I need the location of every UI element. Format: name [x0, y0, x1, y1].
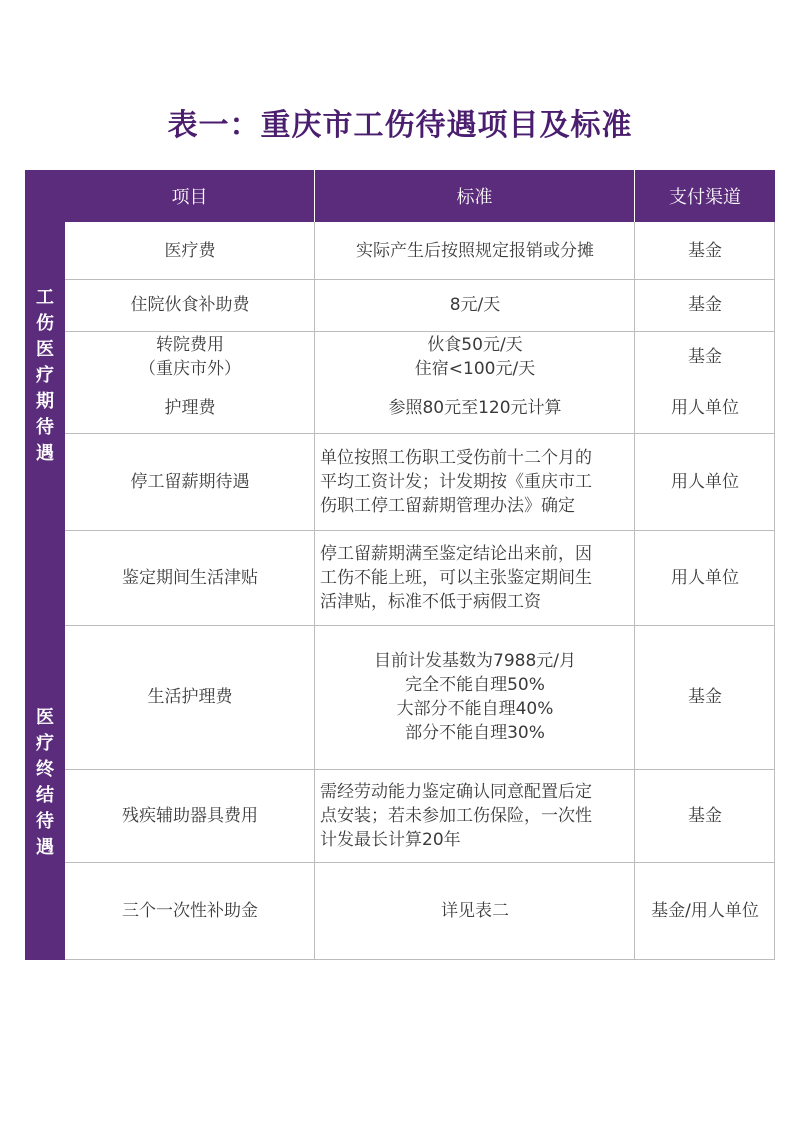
table-cell-standard — [315, 862, 635, 960]
cell-text: 护理费 — [164, 397, 216, 418]
cell-text: 基金 — [688, 346, 722, 367]
table-cell-channel — [635, 530, 775, 625]
cell-text: 基金/用人单位 — [651, 901, 759, 921]
page-title: 表一：重庆市工伤待遇项目及标准 — [167, 108, 633, 143]
table-cell-channel — [635, 382, 775, 433]
table-cell-channel — [635, 331, 775, 382]
cell-text: 伤职工停工留薪期管理办法》确定 — [320, 495, 575, 516]
cell-text: 基金 — [688, 240, 722, 261]
table-cell-item — [65, 382, 315, 433]
column-header-standard: 标准 — [315, 170, 634, 222]
cell-text: 伙食50元/天 — [427, 334, 523, 355]
table-cell-channel — [635, 279, 775, 331]
cell-text: 住院伙食补助费 — [130, 295, 250, 315]
column-header-channel: 支付渠道 — [635, 170, 775, 222]
cell-text: 基金 — [688, 295, 722, 315]
cell-text: 工伤不能上班，可以主张鉴定期间生 — [320, 567, 592, 588]
category-char: 疗 — [36, 733, 54, 754]
cell-text: 点安装；若未参加工伤保险，一次性 — [320, 805, 592, 826]
cell-text: 用人单位 — [671, 471, 739, 492]
table-cell-channel — [635, 862, 775, 960]
table-cell-standard — [315, 222, 635, 279]
table-cell-standard — [315, 331, 635, 382]
category-char: 待 — [36, 417, 54, 438]
cell-text: 单位按照工伤职工受伤前十二个月的 — [320, 447, 592, 468]
cell-text: 基金 — [688, 687, 722, 707]
table-cell-standard — [315, 382, 635, 433]
cell-text: 鉴定期间生活津贴 — [122, 567, 258, 588]
cell-text: 平均工资计发；计发期按《重庆市工 — [320, 471, 592, 492]
table-cell-channel — [635, 433, 775, 530]
cell-text: 转院费用 — [156, 334, 224, 355]
table-cell-standard — [315, 769, 635, 862]
cell-text: 三个一次性补助金 — [122, 901, 258, 921]
cell-text: 活津贴，标准不低于病假工资 — [320, 591, 541, 612]
cell-text: 用人单位 — [671, 397, 739, 418]
table-cell-item — [65, 769, 315, 862]
cell-text: 部分不能自理30% — [405, 723, 545, 743]
table-cell-standard — [315, 279, 635, 331]
cell-text: 住宿<100元/天 — [414, 358, 536, 379]
cell-text: 详见表二 — [441, 901, 509, 921]
category-char: 医 — [36, 707, 54, 728]
cell-text: 停工留薪期待遇 — [130, 471, 250, 492]
cell-text: 8元/天 — [449, 295, 501, 315]
cell-text: 残疾辅助器具费用 — [122, 805, 258, 826]
cell-text: 医疗费 — [164, 240, 216, 261]
category-label — [25, 285, 65, 467]
cell-text: 停工留薪期满至鉴定结论出来前，因 — [320, 543, 592, 564]
category-char: 终 — [36, 759, 54, 780]
table-cell-item — [65, 862, 315, 960]
category-char: 遇 — [36, 443, 54, 464]
table-cell-channel — [635, 222, 775, 279]
table-cell-item — [65, 279, 315, 331]
column-header-item: 项目 — [65, 170, 314, 222]
category-label — [25, 705, 65, 861]
category-char: 期 — [36, 391, 54, 412]
category-char: 疗 — [36, 365, 54, 386]
table-cell-item — [65, 331, 315, 382]
category-char: 待 — [36, 811, 54, 832]
table-cell-item — [65, 530, 315, 625]
table-cell-item — [65, 433, 315, 530]
cell-text: 实际产生后按照规定报销或分摊 — [356, 240, 594, 261]
category-char: 遇 — [36, 837, 54, 858]
cell-text: 完全不能自理50% — [405, 675, 545, 695]
cell-text: 目前计发基数为7988元/月 — [374, 651, 576, 671]
table-cell-item — [65, 222, 315, 279]
table-cell-channel — [635, 625, 775, 769]
cell-text: （重庆市外） — [139, 358, 241, 379]
category-char: 结 — [36, 785, 54, 806]
cell-text: 基金 — [688, 805, 722, 826]
category-char: 医 — [36, 339, 54, 360]
cell-text: 需经劳动能力鉴定确认同意配置后定 — [320, 781, 592, 802]
cell-text: 生活护理费 — [147, 687, 233, 707]
table-cell-channel — [635, 769, 775, 862]
table-cell-standard — [315, 433, 635, 530]
cell-text: 参照80元至120元计算 — [388, 397, 562, 418]
category-char: 工 — [36, 287, 54, 308]
table-cell-standard — [315, 530, 635, 625]
benefits-table — [25, 170, 775, 960]
cell-text: 用人单位 — [671, 567, 739, 588]
category-char: 伤 — [36, 313, 54, 334]
table-cell-standard — [315, 625, 635, 769]
table-cell-item — [65, 625, 315, 769]
cell-text: 计发最长计算20年 — [320, 829, 461, 850]
cell-text: 大部分不能自理40% — [396, 699, 554, 719]
